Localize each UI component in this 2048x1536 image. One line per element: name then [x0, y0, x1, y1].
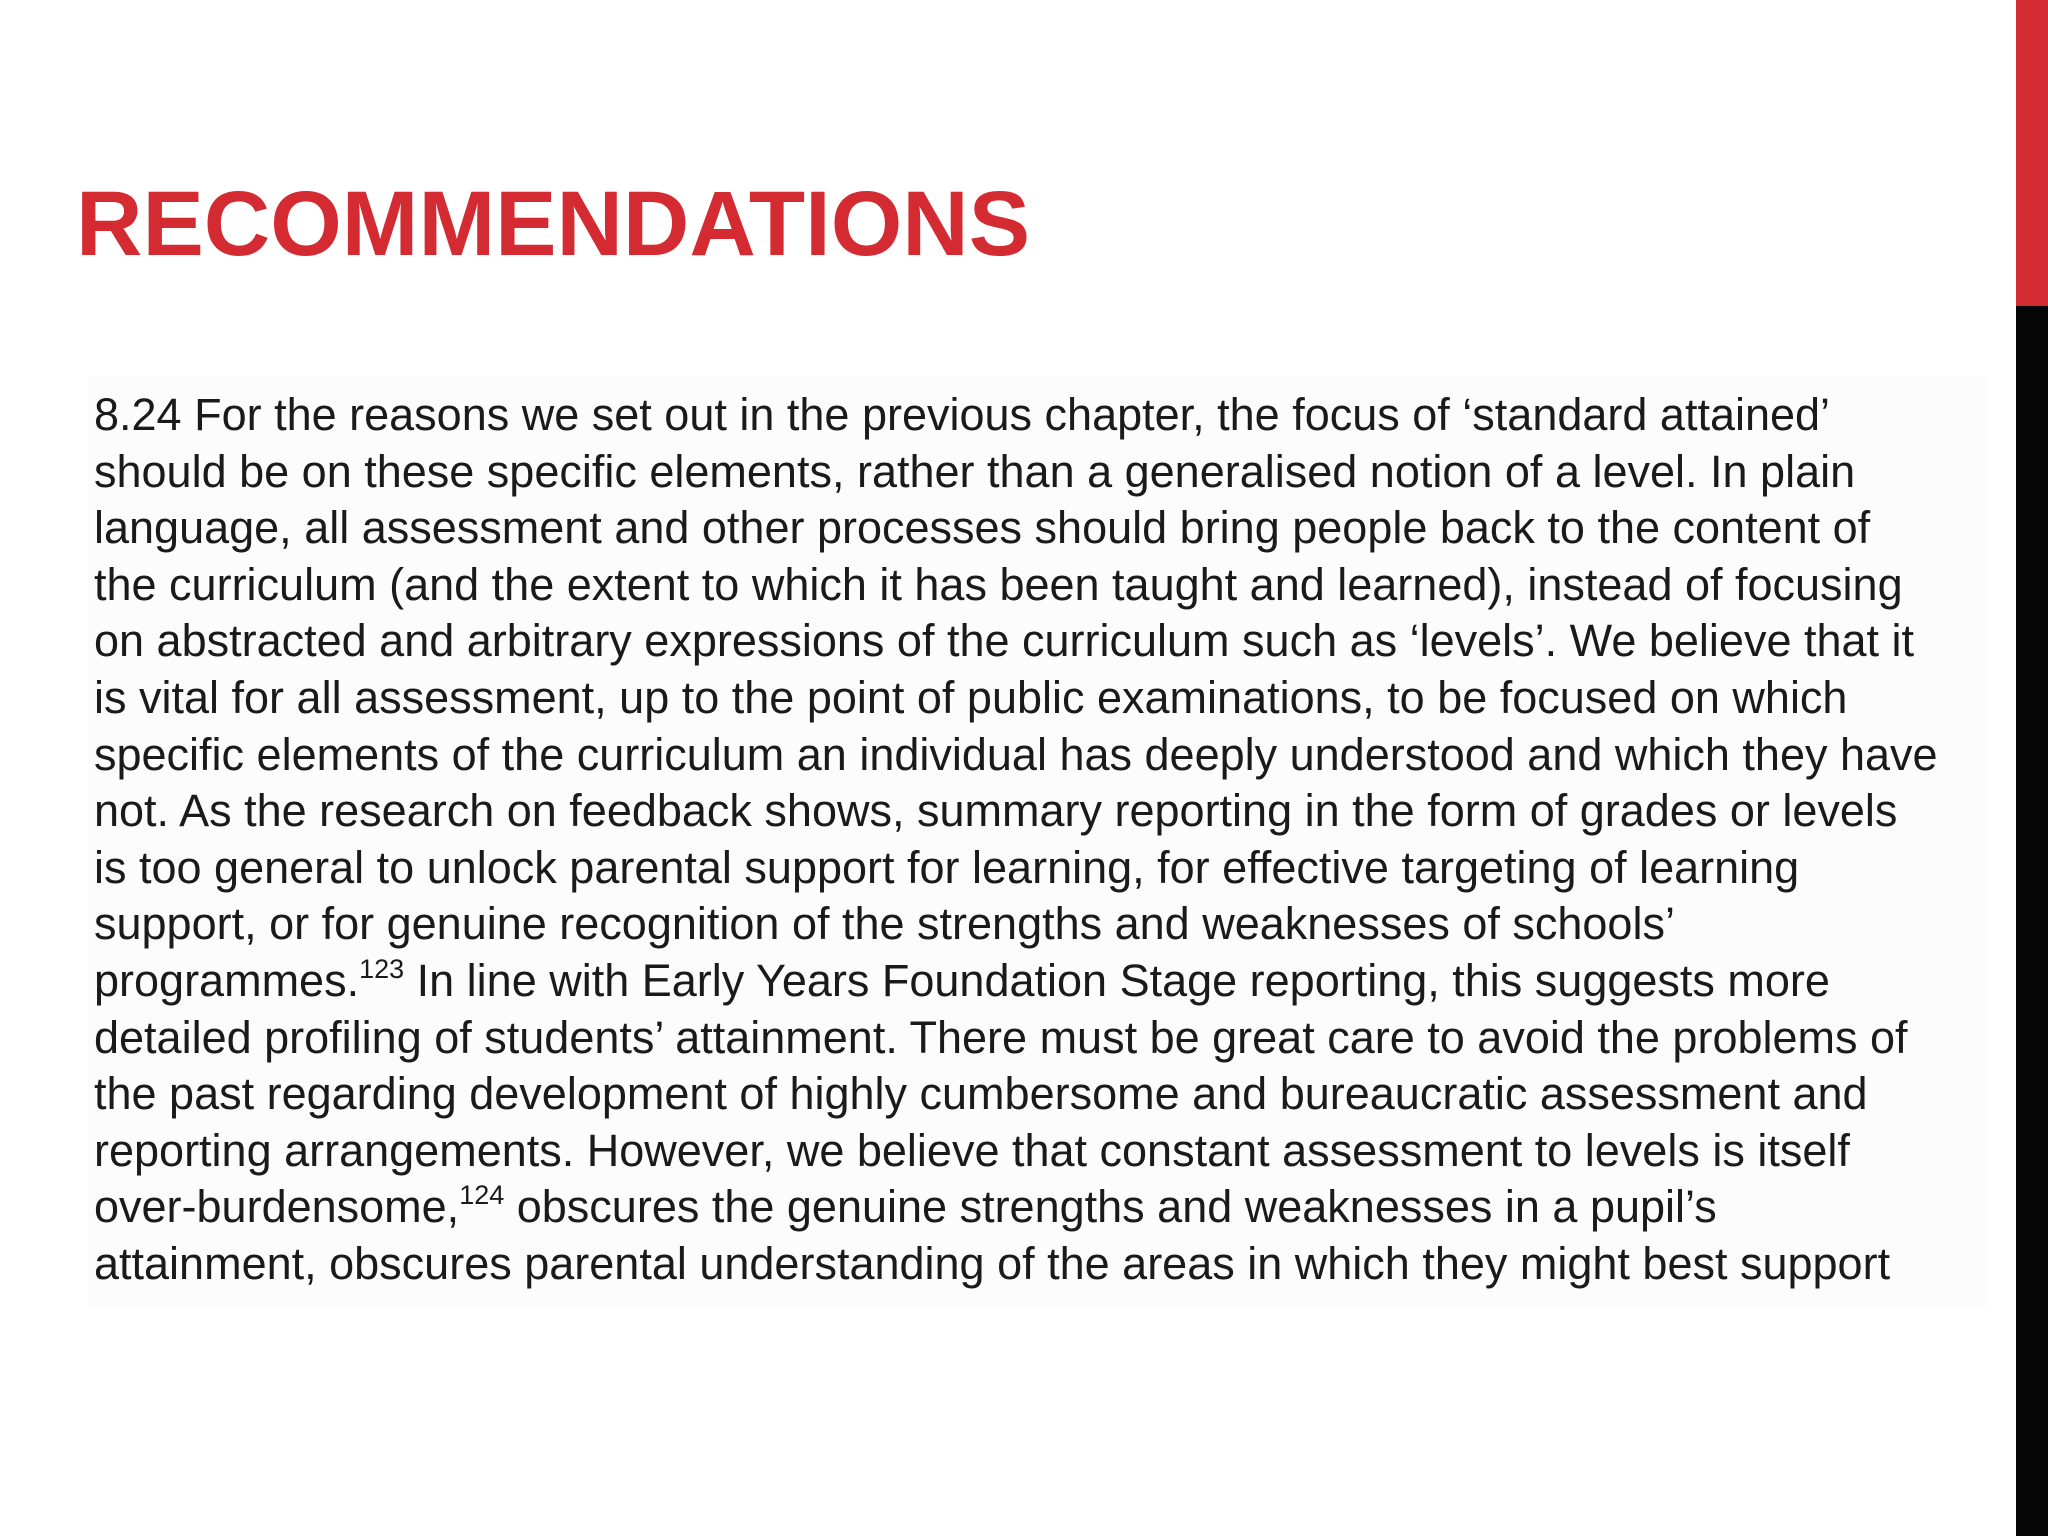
- excerpt-line: detailed profiling of students’ attainment. There must be great care to avoid the problems of: [94, 1011, 1908, 1063]
- excerpt-line: [94, 1179, 1974, 1236]
- document-excerpt-text: [94, 387, 1974, 1293]
- excerpt-line: should be on these specific elements, rather than a generalised notion of a level. In plain: [94, 445, 1856, 497]
- excerpt-line: support, or for genuine recognition of the strengths and weaknesses of schools’: [94, 898, 1675, 950]
- excerpt-line: attainment, obscures parental understanding of the areas in which they might best support: [94, 1237, 1891, 1289]
- excerpt-line: 8.24 For the reasons we set out in the previous chapter, the focus of ‘standard attained’: [94, 389, 1831, 440]
- excerpt-line: is vital for all assessment, up to the point of public examinations, to be focused on which: [94, 671, 1848, 723]
- excerpt-line: is too general to unlock parental support for learning, for effective targeting of learning: [94, 841, 1800, 893]
- excerpt-line: language, all assessment and other processes should bring people back to the content of: [94, 502, 1871, 554]
- excerpt-text-fragment: In line with Early Years Foundation Stage reporting, this suggests more: [404, 954, 1830, 1006]
- footnote-ref-123: 123: [359, 953, 405, 984]
- slide-title: RECOMMENDATIONS: [76, 173, 1031, 275]
- excerpt-text-fragment: programmes.: [94, 954, 360, 1006]
- excerpt-text-fragment: over-burdensome,: [94, 1181, 460, 1233]
- excerpt-line: [94, 953, 1974, 1010]
- excerpt-line: on abstracted and arbitrary expressions of the curriculum such as ‘levels’. We believe that it: [94, 615, 1915, 667]
- excerpt-line: the past regarding development of highly cumbersome and bureaucratic assessment and: [94, 1068, 1868, 1120]
- excerpt-line: not. As the research on feedback shows, summary reporting in the form of grades or levels: [94, 785, 1898, 837]
- excerpt-line: reporting arrangements. However, we believe that constant assessment to levels is itself: [94, 1124, 1850, 1176]
- excerpt-line: specific elements of the curriculum an individual has deeply understood and which they have: [94, 728, 1938, 780]
- excerpt-line: the curriculum (and the extent to which it has been taught and learned), instead of focusing: [94, 558, 1903, 610]
- footnote-ref-124: 124: [459, 1180, 505, 1211]
- excerpt-text-fragment: obscures the genuine strengths and weaknesses in a pupil’s: [504, 1181, 1717, 1233]
- accent-bar-red: [2016, 0, 2048, 306]
- accent-bar-black: [2016, 306, 2048, 1536]
